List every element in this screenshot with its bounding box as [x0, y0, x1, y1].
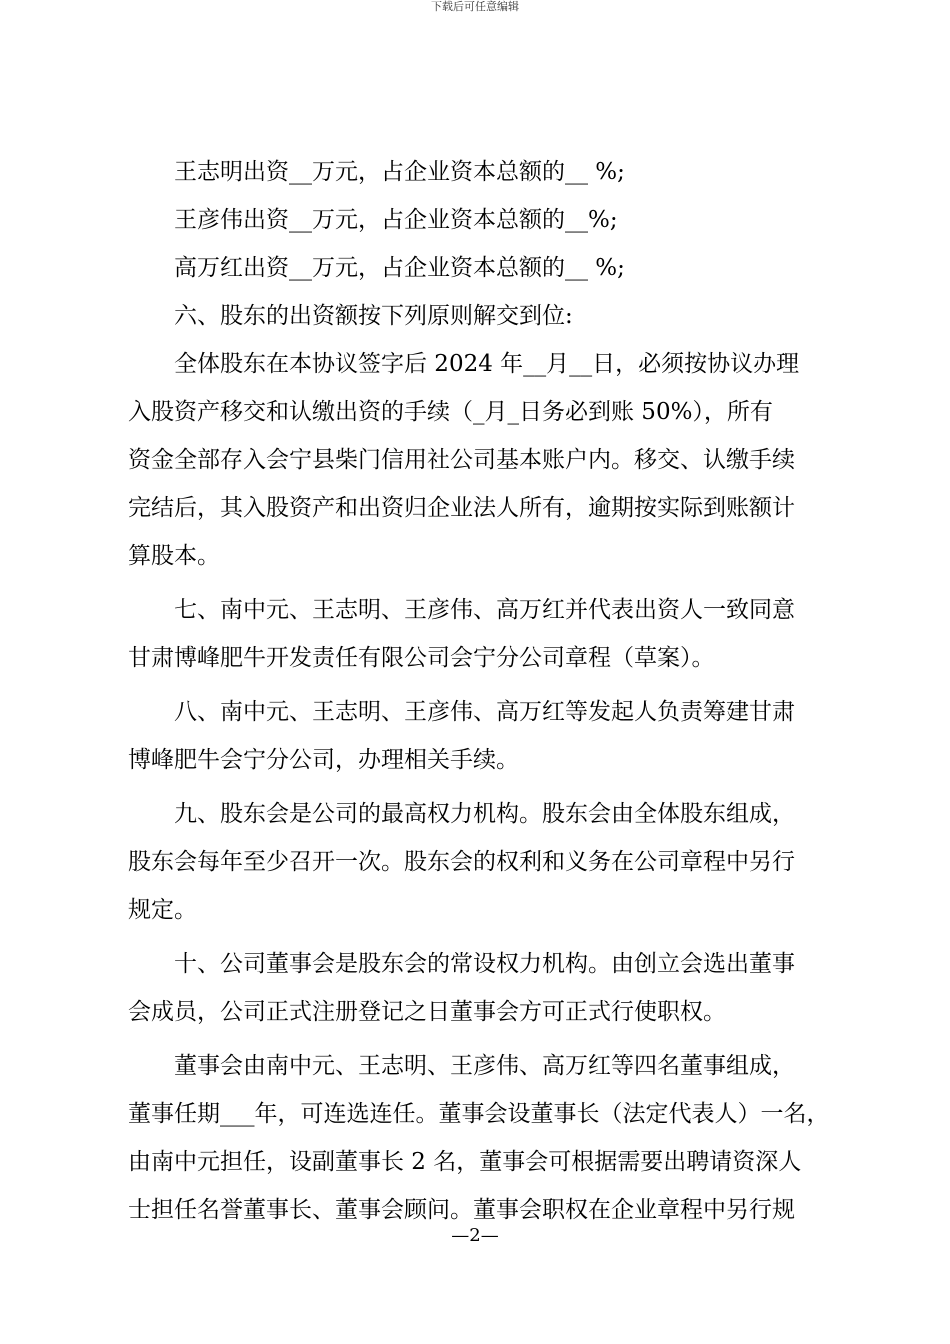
text-line: 七、南中元、王志明、王彦伟、高万红并代表出资人一致同意 [128, 597, 795, 623]
text-line: 入股资产移交和认缴出资的手续（_月_日务必到账 50%），所有 [128, 399, 773, 425]
text-line: 由南中元担任，设副董事长 2 名，董事会可根据需要出聘请资深人 [128, 1149, 802, 1175]
text-line: 王志明出资__万元，占企业资本总额的__ %; [128, 159, 625, 185]
text-line: 士担任名誉董事长、董事会顾问。董事会职权在企业章程中另行规 [128, 1197, 795, 1223]
page-header: 下载后可任意编辑 [431, 0, 519, 13]
text-line: 规定。 [128, 897, 197, 923]
text-line: 博峰肥牛会宁分公司，办理相关手续。 [128, 747, 519, 773]
text-line: 高万红出资__万元，占企业资本总额的__ %; [128, 255, 625, 281]
text-line: 资金全部存入会宁县柴门信用社公司基本账户内。移交、认缴手续 [128, 447, 795, 473]
text-line: 八、南中元、王志明、王彦伟、高万红等发起人负责筹建甘肃 [128, 699, 795, 725]
text-line: 完结后，其入股资产和出资归企业法人所有，逾期按实际到账额计 [128, 495, 795, 521]
text-line: 全体股东在本协议签字后 2024 年__月__日，必须按协议办理 [128, 351, 800, 377]
text-line: 算股本。 [128, 543, 220, 569]
text-line: 会成员，公司正式注册登记之日董事会方可正式行使职权。 [128, 999, 726, 1025]
text-line: 王彦伟出资__万元，占企业资本总额的__%; [128, 207, 618, 233]
document-body [128, 148, 832, 1234]
text-line: 六、股东的出资额按下列原则解交到位: [128, 303, 573, 329]
text-line: 甘肃博峰肥牛开发责任有限公司会宁分公司章程（草案）。 [128, 645, 715, 671]
text-line: 董事任期___年，可连选连任。董事会设董事长（法定代表人）一名， [128, 1101, 830, 1127]
text-line: 十、公司董事会是股东会的常设权力机构。由创立会选出董事 [128, 951, 795, 977]
page-number: —2— [451, 1225, 499, 1246]
text-line: 股东会每年至少召开一次。股东会的权利和义务在公司章程中另行 [128, 849, 795, 875]
text-line: 董事会由南中元、王志明、王彦伟、高万红等四名董事组成， [128, 1053, 795, 1079]
text-line: 九、股东会是公司的最高权力机构。股东会由全体股东组成， [128, 801, 795, 827]
